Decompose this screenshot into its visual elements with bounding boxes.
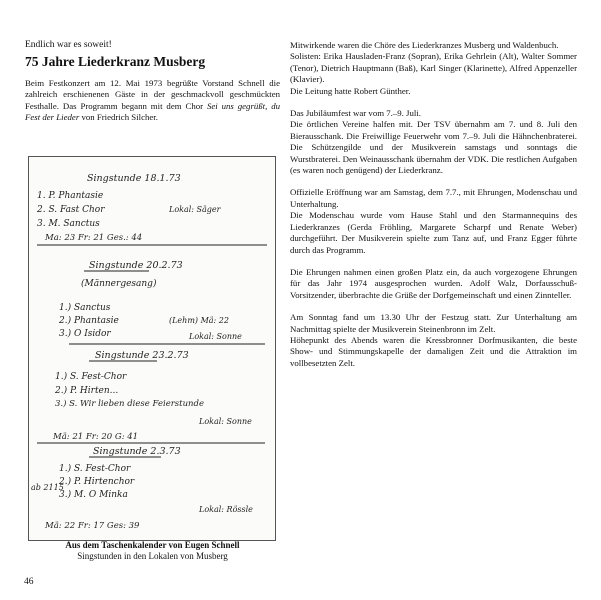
entry2-subtitle: (Männergesang) bbox=[81, 279, 157, 289]
paragraph-conductor: Die Leitung hatte Robert Günther. bbox=[290, 85, 411, 96]
intro-paragraph bbox=[25, 78, 280, 124]
paragraph-highlight: Höhepunkt des Abends waren die Kressbronner Dorfmusikanten, die beste Show- und Stimmungskapelle der damaligen Zeit und die Attraktion im vollbesetzten Zelt. bbox=[290, 334, 577, 368]
paragraph-participants: Mitwirkende waren die Chöre des Liederkranzes Musberg und Waldenbuch. bbox=[290, 40, 559, 50]
entry1-count: Ma: 23 Fr: 21 Ges.: 44 bbox=[45, 233, 143, 243]
entry1-place: Lokal: Säger bbox=[169, 205, 221, 214]
kicker: Endlich war es soweit! bbox=[25, 40, 112, 50]
entry4-margin: ab 2115 bbox=[31, 483, 64, 492]
entry4-line1: 1.) S. Fest-Chor bbox=[59, 464, 131, 474]
notebook-image bbox=[28, 156, 276, 541]
page-number: 46 bbox=[24, 577, 34, 587]
song-title: Sei uns gegrüßt, du Fest der Lieder bbox=[25, 100, 281, 123]
entry1-heading: Singstunde 18.1.73 bbox=[87, 173, 181, 184]
figure-caption bbox=[25, 540, 280, 562]
entry3-heading: Singstunde 23.2.73 bbox=[95, 350, 189, 361]
entry2-line2: 2.) Phantasie bbox=[59, 316, 119, 326]
paragraph-fashion-show: Die Modenschau wurde vom Hause Stahl und den Starmannequins des Liederkranzes (Gerda Fröhling, Margarete Scharpf und Renate Weber) durchgeführt. Der Musikverein spielte zum Tanz auf, und Franz Egger führte durch das Programm. bbox=[290, 210, 577, 255]
entry2-place: Lokal: Sonne bbox=[189, 332, 242, 341]
entry1-line3: 3. M. Sanctus bbox=[37, 219, 100, 229]
article-title: 75 Jahre Liederkranz Musberg bbox=[25, 54, 206, 69]
entry4-count: Mä: 22 Fr: 17 Ges: 39 bbox=[45, 521, 140, 531]
paragraph-parade: Am Sonntag fand um 13.30 Uhr der Festzug statt. Zur Unterhaltung am Nachmittag spielte der Musikverein Steinenbronn im Zelt. bbox=[290, 312, 577, 334]
intro-text-1: Beim Festkonzert am 12. Mai 1973 begrüßte Vorstand Schnell die zahlreich erschienenen Gäste in der geschmackvoll geschmückten Festhalle. Das Programm begann mit dem Chor bbox=[25, 78, 280, 111]
entry3-line1: 1.) S. Fest-Chor bbox=[55, 372, 127, 382]
notebook-handwriting bbox=[29, 157, 275, 540]
entry4-place: Lokal: Rössle bbox=[199, 505, 253, 514]
entry4-heading: Singstunde 2.3.73 bbox=[93, 446, 181, 457]
paragraph-clubs: Die örtlichen Vereine halfen mit. Der TSV übernahm am 7. und 8. Juli den Bierausschank. Die Freiwillige Feuerwehr vom 7.–9. Juli die Hähnchenbraterei. Die Schützengilde und der Musikverein samstags und sonntags die Wurstbraterei. Den Weinausschank übernahm der VDK. Die restlichen Aufgaben (es waren noch genügend) der Liederkranz. bbox=[290, 119, 577, 176]
caption-subtitle: Singstunden in den Lokalen von Musberg bbox=[77, 551, 228, 561]
entry3-place: Lokal: Sonne bbox=[199, 417, 252, 426]
right-column bbox=[290, 40, 577, 369]
left-column bbox=[25, 40, 280, 124]
entry2-line1: 1.) Sanctus bbox=[59, 303, 111, 313]
paragraph-opening: Offizielle Eröffnung war am Samstag, dem 7.7., mit Ehrungen, Modenschau und Unterhaltung. bbox=[290, 187, 577, 209]
entry1-line1: 1. P. Phantasie bbox=[37, 191, 104, 201]
paragraph-festival-dates: Das Jubiläumfest war vom 7.–9. Juli. bbox=[290, 108, 421, 119]
intro-text-2: von Friedrich Silcher. bbox=[79, 112, 158, 123]
entry1-line2: 2. S. Fast Chor bbox=[37, 205, 105, 215]
entry4-line2: 2.) P. Hirtenchor bbox=[59, 477, 135, 487]
entry2-heading: Singstunde 20.2.73 bbox=[89, 260, 183, 271]
entry3-count: Mä: 21 Fr: 20 G: 41 bbox=[53, 432, 139, 442]
entry3-line3: 3.) S. Wir lieben diese Feierstunde bbox=[55, 399, 204, 409]
entry4-line3: 3.) M. O Minka bbox=[59, 490, 128, 500]
paragraph-honors: Die Ehrungen nahmen einen großen Platz ein, da auch vorgezogene Ehrungen für das Jahr 1974 ausgesprochen wurden. Adolf Walz, Dorfausschuß-Vorsitzender, überbrachte die Grüße der Dorfgemeinschaft und einen Zinnteller. bbox=[290, 266, 577, 300]
entry2-count: (Lehm) Mä: 22 bbox=[169, 316, 229, 325]
entry2-line3: 3.) O Isidor bbox=[59, 329, 111, 339]
paragraph-soloists: Solisten: Erika Hausladen-Franz (Sopran), Erika Gehrlein (Alt), Walter Sommer (Tenor), Dietrich Hauptmann (Baß), Karl Singer (Klarinette), Alfred Appenzeller (Klavier). bbox=[290, 51, 577, 85]
entry3-line2: 2.) P. Hirten... bbox=[55, 386, 119, 396]
caption-title: Aus dem Taschenkalender von Eugen Schnell bbox=[65, 540, 240, 550]
